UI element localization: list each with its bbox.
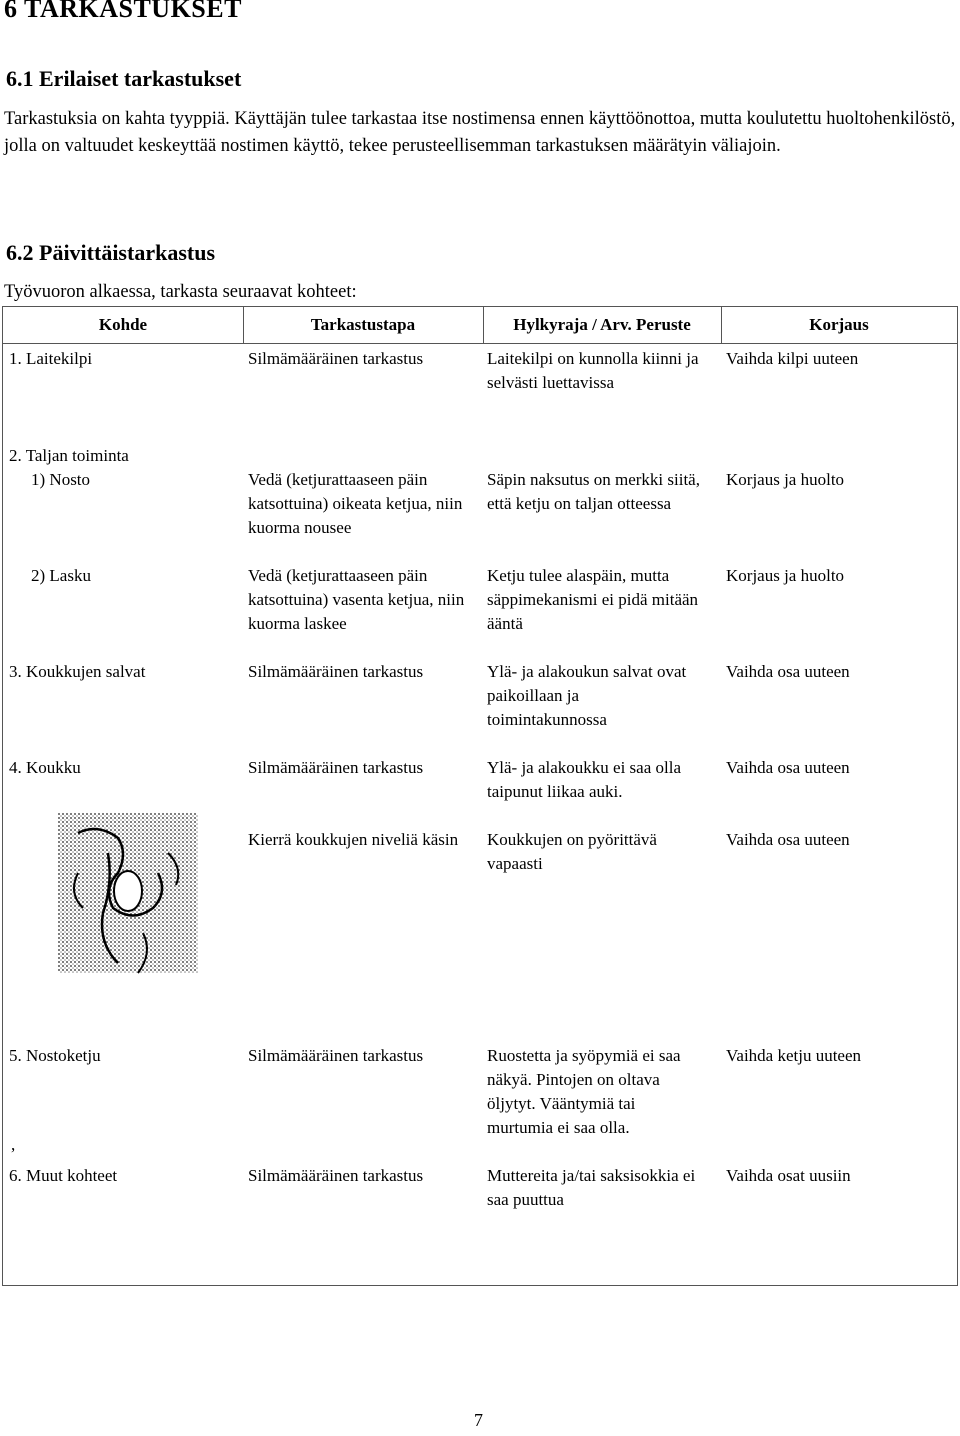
header-hylkyraja: Hylkyraja / Arv. Peruste: [513, 315, 691, 334]
row3-kohde: 3. Koukkujen salvat: [9, 662, 146, 681]
row5-korjaus: Vaihda ketju uuteen: [726, 1046, 862, 1065]
row4-tapa: Silmämääräinen tarkastus: [248, 758, 424, 777]
row2-2-korjaus: Korjaus ja huolto: [726, 566, 845, 585]
row2-1-raja: Säpin naksutus on merkki siitä, että ketju on taljan otteessa: [487, 470, 700, 513]
row4-raja: Ylä- ja alakoukku ei saa olla taipunut liikaa auki.: [487, 758, 682, 801]
header-tarkastustapa: Tarkastustapa: [310, 315, 416, 334]
row4b-korjaus: Vaihda osa uuteen: [726, 830, 850, 849]
section-heading-6-1: 6.1 Erilaiset tarkastukset: [6, 66, 242, 91]
row1-tapa: Silmämääräinen tarkastus: [248, 349, 424, 368]
row2-kohde: 2. Taljan toiminta: [9, 446, 129, 465]
row1-kohde: 1. Laitekilpi: [9, 349, 93, 368]
header-kohde: Kohde: [98, 315, 148, 334]
row4b-tapa: Kierrä koukkujen niveliä käsin: [248, 830, 459, 849]
row3-raja: Ylä- ja alakoukun salvat ovat paikoillaan ja toimintakunnossa: [487, 662, 687, 729]
row6-korjaus: Vaihda osat uusiin: [726, 1166, 851, 1185]
row2-1-kohde: 1) Nosto: [31, 470, 91, 489]
hook-rotation-illustration: [58, 813, 198, 983]
row2-1-korjaus: Korjaus ja huolto: [726, 470, 845, 489]
row1-raja: Laitekilpi on kunnolla kiinni ja selvästi luettavissa: [487, 349, 699, 392]
row2-1-tapa: Vedä (ketjurattaaseen päin katsottuina) oikeata ketjua, niin kuorma nousee: [248, 470, 463, 537]
row3-korjaus: Vaihda osa uuteen: [726, 662, 850, 681]
table-intro: Työvuoron alkaessa, tarkasta seuraavat kohteet:: [4, 282, 357, 302]
row1-korjaus: Vaihda kilpi uuteen: [726, 349, 859, 368]
hook-shape: [114, 871, 142, 911]
row4-korjaus: Vaihda osa uuteen: [726, 758, 850, 777]
row2-2-kohde: 2) Lasku: [31, 566, 91, 585]
row5-raja: Ruostetta ja syöpymiä ei saa näkyä. Pintojen on oltava öljytyt. Vääntymiä tai murtumia ei saa olla.: [487, 1046, 681, 1137]
row4b-raja: Koukkujen on pyörittävä vapaasti: [487, 830, 657, 873]
chapter-heading: 6 TARKASTUKSET: [4, 0, 242, 23]
row5-kohde: 5. Nostoketju: [9, 1046, 101, 1065]
stray-mark: ,: [11, 1135, 16, 1154]
intro-paragraph: Tarkastuksia on kahta tyyppiä. Käyttäjän tulee tarkastaa itse nostimensa ennen käyttöönottoa, mutta koulutettu huoltohenkilöstö, jolla on valtuudet keskeyttää nostimen käyttö, tekee perusteellisemman tarkastuksen määrätyin väliajoin.: [4, 109, 956, 156]
section-heading-6-2: 6.2 Päivittäistarkastus: [6, 240, 215, 265]
row4-kohde: 4. Koukku: [9, 758, 81, 777]
row3-tapa: Silmämääräinen tarkastus: [248, 662, 424, 681]
inspection-table: [2, 306, 958, 1286]
row6-kohde: 6. Muut kohteet: [9, 1166, 118, 1185]
row5-tapa: Silmämääräinen tarkastus: [248, 1046, 424, 1065]
header-divider: [3, 343, 957, 344]
row6-raja: Muttereita ja/tai saksisokkia ei saa puuttua: [487, 1166, 696, 1209]
row2-2-raja: Ketju tulee alaspäin, mutta säppimekanismi ei pidä mitään ääntä: [487, 566, 699, 633]
row2-2-tapa: Vedä (ketjurattaaseen päin katsottuina) vasenta ketjua, niin kuorma laskee: [248, 566, 465, 633]
row6-tapa: Silmämääräinen tarkastus: [248, 1166, 424, 1185]
header-korjaus: Korjaus: [809, 315, 869, 334]
page-number: 7: [474, 1410, 483, 1430]
